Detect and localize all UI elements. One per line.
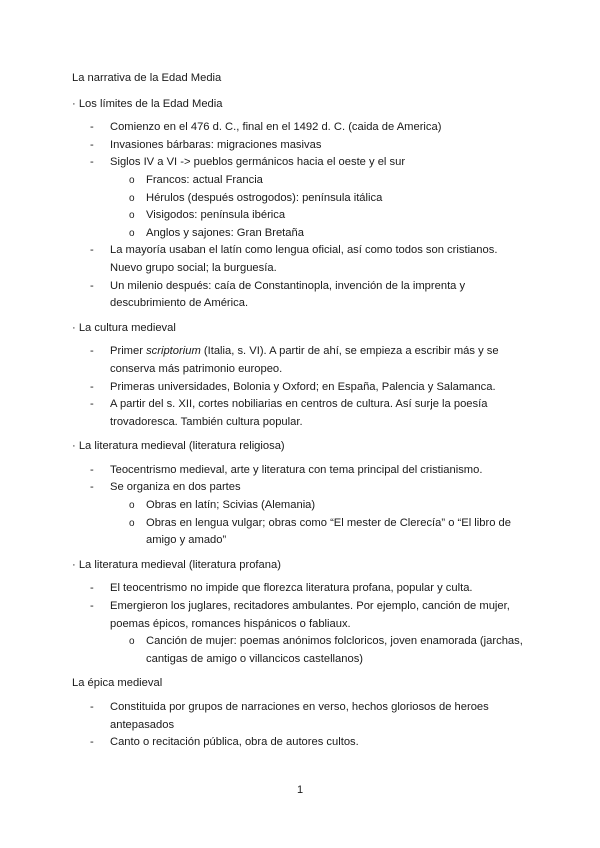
dash-bullet-icon: - bbox=[90, 244, 94, 257]
list-item bbox=[72, 119, 532, 137]
bullet-list bbox=[72, 699, 532, 752]
sub-item-text: Obras en lengua vulgar; obras como “El mester de Clerecía” o “El libro de amigo y amado” bbox=[146, 516, 512, 547]
dash-bullet-icon: - bbox=[90, 345, 94, 358]
list-item bbox=[72, 154, 532, 242]
dash-bullet-icon: - bbox=[90, 138, 94, 151]
document-body bbox=[72, 70, 532, 752]
item-text: A partir del s. XII, cortes nobiliarias en centros de cultura. Así surje la poesía trovadoresca. También cultura popular. bbox=[110, 398, 488, 428]
item-text: Canto o recitación pública, obra de autores cultos. bbox=[110, 736, 359, 749]
sub-list-item bbox=[110, 207, 532, 225]
bullet-list bbox=[72, 343, 532, 431]
sub-list-item bbox=[110, 515, 532, 550]
page-number: 1 bbox=[296, 784, 304, 796]
item-text: Teocentrismo medieval, arte y literatura con tema principal del cristianismo. bbox=[110, 463, 483, 476]
sub-item-text: Francos: actual Francia bbox=[146, 173, 263, 186]
list-item bbox=[72, 137, 532, 155]
bullet-list bbox=[72, 580, 532, 668]
sub-item-text: Canción de mujer: poemas anónimos folcloricos, joven enamorada (jarchas, cantigas de amigo o villancicos castellanos) bbox=[146, 635, 523, 665]
list-item bbox=[72, 479, 532, 549]
item-text: Comienzo en el 476 d. C., final en el 1492 d. C. (caida de America) bbox=[110, 121, 442, 134]
list-item bbox=[72, 598, 532, 668]
dash-bullet-icon: - bbox=[90, 481, 94, 494]
bullet-list bbox=[72, 119, 532, 313]
dash-bullet-icon: - bbox=[90, 398, 94, 411]
sub-item-text: Obras en latín; Scivias (Alemania) bbox=[146, 499, 316, 512]
dash-bullet-icon: - bbox=[90, 156, 94, 169]
sub-list-item bbox=[110, 172, 532, 190]
list-item bbox=[72, 699, 532, 734]
sections-container bbox=[72, 96, 532, 752]
dash-bullet-icon: - bbox=[90, 600, 94, 613]
item-text: Constituida por grupos de narraciones en verso, hechos gloriosos de heroes antepasados bbox=[110, 701, 489, 731]
section-heading: · Los límites de la Edad Media bbox=[72, 97, 223, 110]
circle-bullet-icon: o bbox=[129, 210, 135, 222]
sub-list-item bbox=[110, 633, 532, 668]
section-heading: · La literatura medieval (literatura religiosa) bbox=[72, 440, 285, 453]
sub-item-text: Visigodos: península ibérica bbox=[146, 209, 286, 222]
circle-bullet-icon: o bbox=[129, 500, 135, 512]
circle-bullet-icon: o bbox=[129, 227, 135, 239]
item-text: El teocentrismo no impide que florezca literatura profana, popular y culta. bbox=[110, 582, 473, 595]
sub-list bbox=[110, 633, 532, 668]
item-text: Invasiones bárbaras: migraciones masivas bbox=[110, 138, 322, 151]
sub-item-text: Hérulos (después ostrogodos): península itálica bbox=[146, 191, 383, 204]
circle-bullet-icon: o bbox=[129, 636, 135, 648]
dash-bullet-icon: - bbox=[90, 582, 94, 595]
bullet-list bbox=[72, 462, 532, 550]
list-item bbox=[72, 242, 532, 277]
list-item bbox=[72, 379, 532, 397]
section-heading: · La cultura medieval bbox=[72, 321, 176, 334]
dash-bullet-icon: - bbox=[90, 701, 94, 713]
dash-bullet-icon: - bbox=[90, 736, 94, 749]
item-text-prefix: Primer bbox=[110, 345, 147, 358]
sub-list-item bbox=[110, 225, 532, 243]
list-item bbox=[72, 734, 532, 752]
dash-bullet-icon: - bbox=[90, 380, 94, 393]
sub-list bbox=[110, 172, 532, 242]
circle-bullet-icon: o bbox=[129, 517, 135, 529]
list-item bbox=[72, 278, 532, 313]
document-title: La narrativa de la Edad Media bbox=[72, 72, 222, 84]
section-heading: La épica medieval bbox=[72, 677, 163, 690]
item-text: Primeras universidades, Bolonia y Oxford; en España, Palencia y Salamanca. bbox=[110, 380, 496, 393]
dash-bullet-icon: - bbox=[90, 279, 94, 292]
sub-list-item bbox=[110, 497, 532, 515]
list-item bbox=[72, 396, 532, 431]
item-text: La mayoría usaban el latín como lengua oficial, así como todos son cristianos. Nuevo grupo social; la burguesía. bbox=[110, 244, 498, 274]
item-text: (Italia, s. VI). A partir de ahí, se empieza a escribir más y se conserva más patrimonio europeo. bbox=[110, 345, 499, 375]
item-text: Un milenio después: caía de Constantinopla, invención de la imprenta y descubrimiento de América. bbox=[110, 279, 466, 310]
section-heading: · La literatura medieval (literatura profana) bbox=[72, 558, 281, 571]
list-item bbox=[72, 343, 532, 378]
item-text: Se organiza en dos partes bbox=[110, 481, 241, 494]
circle-bullet-icon: o bbox=[129, 192, 135, 204]
sub-item-text: Anglos y sajones: Gran Bretaña bbox=[146, 226, 304, 239]
item-text-emphasis: scriptorium bbox=[146, 345, 201, 358]
item-text: Siglos IV a VI -> pueblos germánicos hacia el oeste y el sur bbox=[110, 156, 406, 169]
dash-bullet-icon: - bbox=[90, 463, 94, 476]
item-text: Emergieron los juglares, recitadores ambulantes. Por ejemplo, canción de mujer, poemas épicos, romances hispánicos o fabliaux. bbox=[110, 600, 510, 630]
sub-list bbox=[110, 497, 532, 550]
list-item bbox=[72, 462, 532, 480]
sub-list-item bbox=[110, 190, 532, 208]
list-item bbox=[72, 580, 532, 598]
circle-bullet-icon: o bbox=[129, 174, 135, 186]
dash-bullet-icon: - bbox=[90, 121, 94, 134]
